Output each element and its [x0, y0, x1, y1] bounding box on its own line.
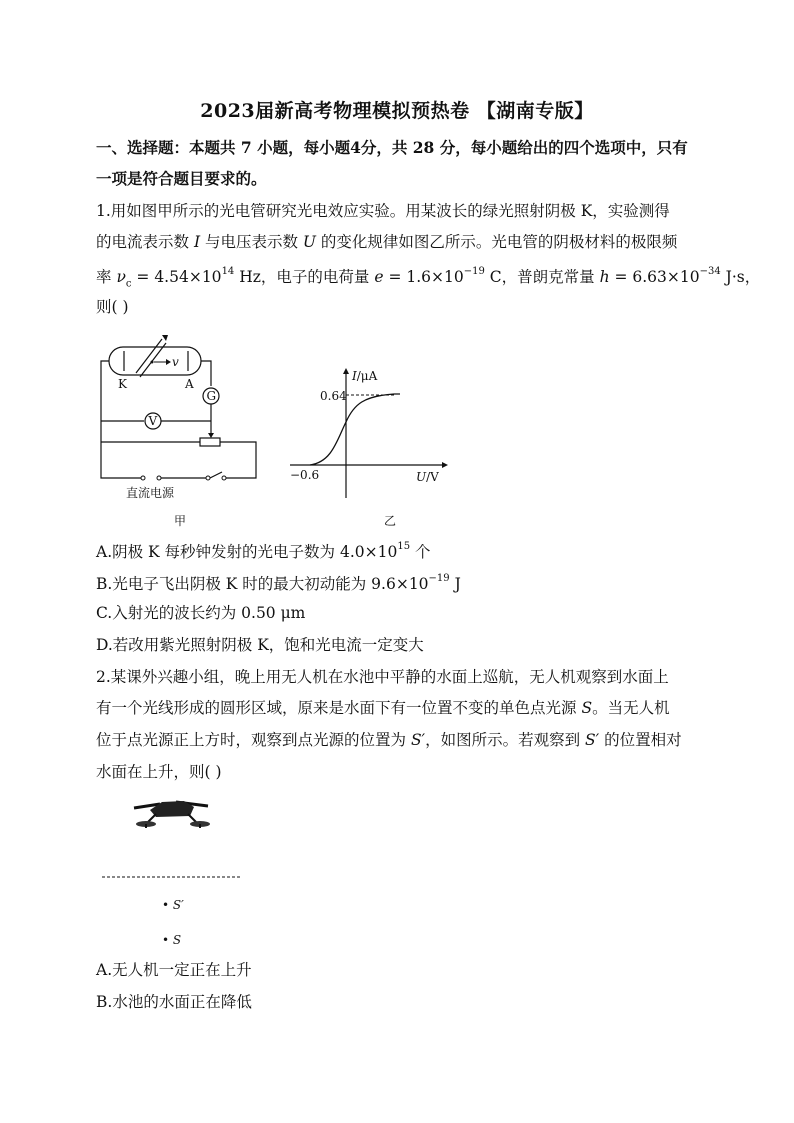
q1-option-c: C.入射光的波长约为 0.50 μm [96, 604, 306, 622]
q1-stem-line4: 则( ) [96, 298, 129, 316]
anode-label: A [185, 377, 194, 391]
figure-iu-graph-yi [282, 360, 452, 535]
cathode-label: K [118, 377, 127, 391]
q1-option-d: D.若改用紫光照射阴极 K，饱和光电流一定变大 [96, 636, 424, 654]
page-title: 2023届新高考物理模拟预热卷 【湖南专版】 [200, 100, 594, 122]
q2-option-a: A.无人机一定正在上升 [96, 961, 252, 979]
stopping-voltage-label: −0.6 [290, 468, 320, 482]
section-instructions-line2: 一项是符合题目要求的。 [96, 169, 267, 188]
section-instructions-line1: 一、选择题：本题共 7 小题，每小题4分，共 28 分，每小题给出的四个选项中，只有 [96, 138, 688, 157]
q2-stem-line1: 2.某课外兴趣小组，晚上用无人机在水池中平静的水面上巡航，无人机观察到水面上 [96, 668, 669, 686]
i-axis-label: I/μA [352, 369, 378, 383]
u-axis-label: U/V [416, 470, 439, 484]
light-source-label: • S [162, 933, 182, 947]
figure-yi-caption: 乙 [384, 514, 397, 528]
saturation-current-label: 0.64 [320, 389, 347, 403]
figure-drone [96, 790, 276, 955]
dc-source-label: 直流电源 [126, 486, 175, 500]
q1-option-b: B.光电子飞出阴极 K 时的最大初动能为 $9.6\times 10^{-19}$ J [96, 573, 461, 594]
q1-option-a: A.阴极 K 每秒钟发射的光电子数为 $4.0\times 10^{15}$ 个 [96, 541, 431, 562]
image-source-label: • S′ [162, 898, 184, 912]
q2-stem-line4: 水面在上升，则( ) [96, 763, 222, 781]
q1-stem-line2: 的电流表示数 I 与电压表示数 U 的变化规律如图乙所示。光电管的阴极材料的极限频 [96, 233, 678, 251]
q1-stem-line1: 1.用如图甲所示的光电管研究光电效应实验。用某波长的绿光照射阴极 K，实验测得 [96, 202, 670, 220]
voltmeter-label: V [148, 414, 158, 428]
figure-circuit-jia [96, 333, 266, 533]
figure-jia-caption: 甲 [174, 514, 187, 528]
q1-stem-line3: 率 $\nu_c = 4.54\times 10^{14}$ Hz，电子的电荷量 $e = 1.6\times 10^{-19}$ C，普朗克常量 $h = 6.63\times 10^{-34}$ J·s， [96, 266, 761, 290]
galvanometer-label: G [206, 389, 217, 403]
light-ray-icon [136, 339, 162, 373]
iu-curve [310, 394, 400, 465]
phototube-icon [109, 347, 201, 375]
switch-icon [210, 472, 222, 478]
q2-stem-line2: 有一个光线形成的圆形区域，原来是水面下有一位置不变的单色点光源 S。当无人机 [96, 699, 670, 717]
rheostat-icon [200, 438, 220, 446]
q2-stem-line3: 位于点光源正上方时，观察到点光源的位置为 S′，如图所示。若观察到 S′ 的位置相对 [96, 731, 682, 749]
drone-icon [134, 801, 210, 828]
velocity-label: v [172, 355, 179, 369]
q2-option-b: B.水池的水面正在降低 [96, 993, 252, 1011]
